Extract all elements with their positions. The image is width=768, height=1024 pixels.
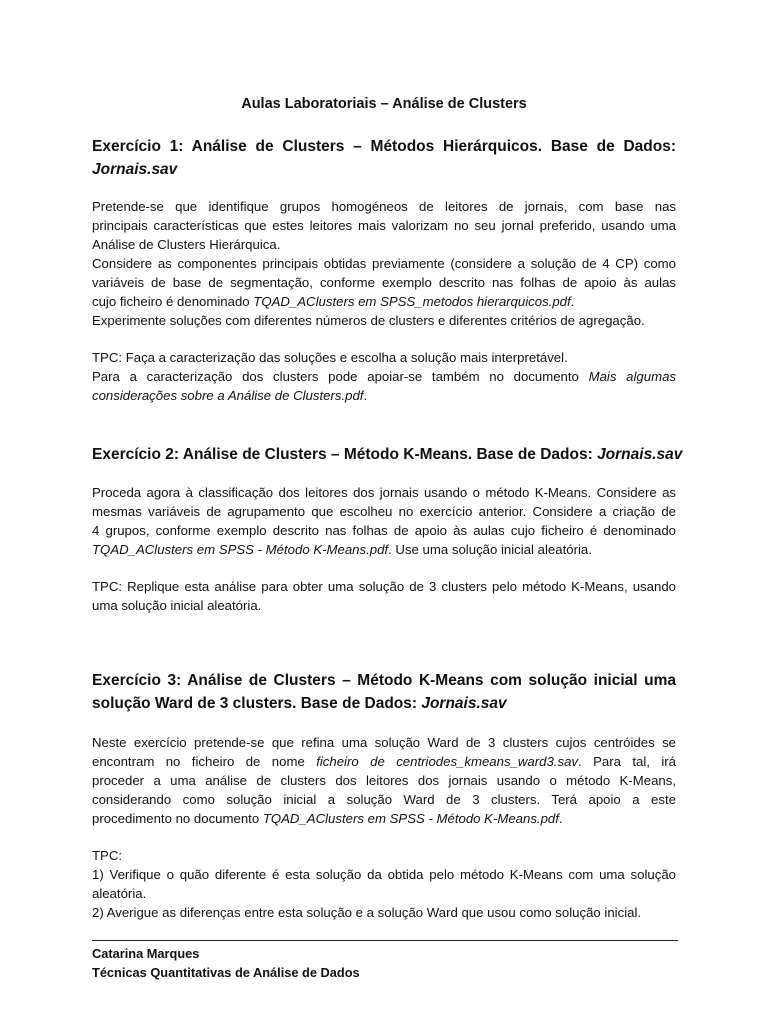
footer-author: Catarina Marques [92,946,200,961]
exercise-2-paragraph: Proceda agora à classificação dos leitores dos jornais usando o método K-Means. Considere as mesmas variáveis de agrupamento que escolheu no exercício anterior. Considere a criação de 4 grupos, conforme exemplo descrito nas folhas de apoio às aulas cujo ficheiro é denominado TQAD_AClusters em SPSS - Método K-Means.pdf. Use uma solução inicial aleatória. [92,485,676,557]
exercise-3-tpc: TPC: 1) Verifique o quão diferente é esta solução da obtida pelo método K-Means com uma solução aleatória. 2) Averigue as diferenças entre esta solução e a solução Ward que usou como solução inicial. [92,848,676,920]
exercise-3-paragraph: Neste exercício pretende-se que refina uma solução Ward de 3 clusters cujos centróides se encontram no ficheiro de nome ficheiro de centriodes_kmeans_ward3.sav. Para tal, irá proceder a uma análise de clusters dos leitores dos jornais usando o método K-Means, considerando como solução inicial a solução Ward de 3 clusters. Terá apoio a este procedimento no documento TQAD_AClusters em SPSS - Método K-Means.pdf. [92,735,676,826]
page-title: Aulas Laboratoriais – Análise de Clusters [241,96,527,112]
footer-divider [92,940,678,941]
exercise-1-heading: Exercício 1: Análise de Clusters – Métodos Hierárquicos. Base de Dados: Jornais.sav [92,138,676,178]
exercise-1-paragraph: Pretende-se que identifique grupos homogéneos de leitores de jornais, com base nas principais características que estes leitores mais valorizam no seu jornal preferido, usando uma Análise de Clusters Hierárquica. Considere as componentes principais obtidas previamente (considere a solução de 4 CP) como variáveis de base de segmentação, conforme exemplo descrito nas folhas de apoio às aulas cujo ficheiro é denominado TQAD_AClusters em SPSS_metodos hierarquicos.pdf. Experimente soluções com diferentes números de clusters e diferentes critérios de agregação. [92,199,676,328]
exercise-2-heading: Exercício 2: Análise de Clusters – Método K-Means. Base de Dados: Jornais.sav [92,446,683,463]
exercise-1-tpc: TPC: Faça a caracterização das soluções e escolha a solução mais interpretável. Para a caracterização dos clusters pode apoiar-se também no documento Mais algumas considerações sobre a Análise de Clusters.pdf. [92,350,676,403]
exercise-2-tpc: TPC: Replique esta análise para obter uma solução de 3 clusters pelo método K-Means, usando uma solução inicial aleatória. [92,579,676,613]
footer [92,944,360,982]
footer-course: Técnicas Quantitativas de Análise de Dados [92,965,360,980]
exercise-3-heading: Exercício 3: Análise de Clusters – Método K-Means com solução inicial uma solução Ward de 3 clusters. Base de Dados: Jornais.sav [92,672,676,712]
